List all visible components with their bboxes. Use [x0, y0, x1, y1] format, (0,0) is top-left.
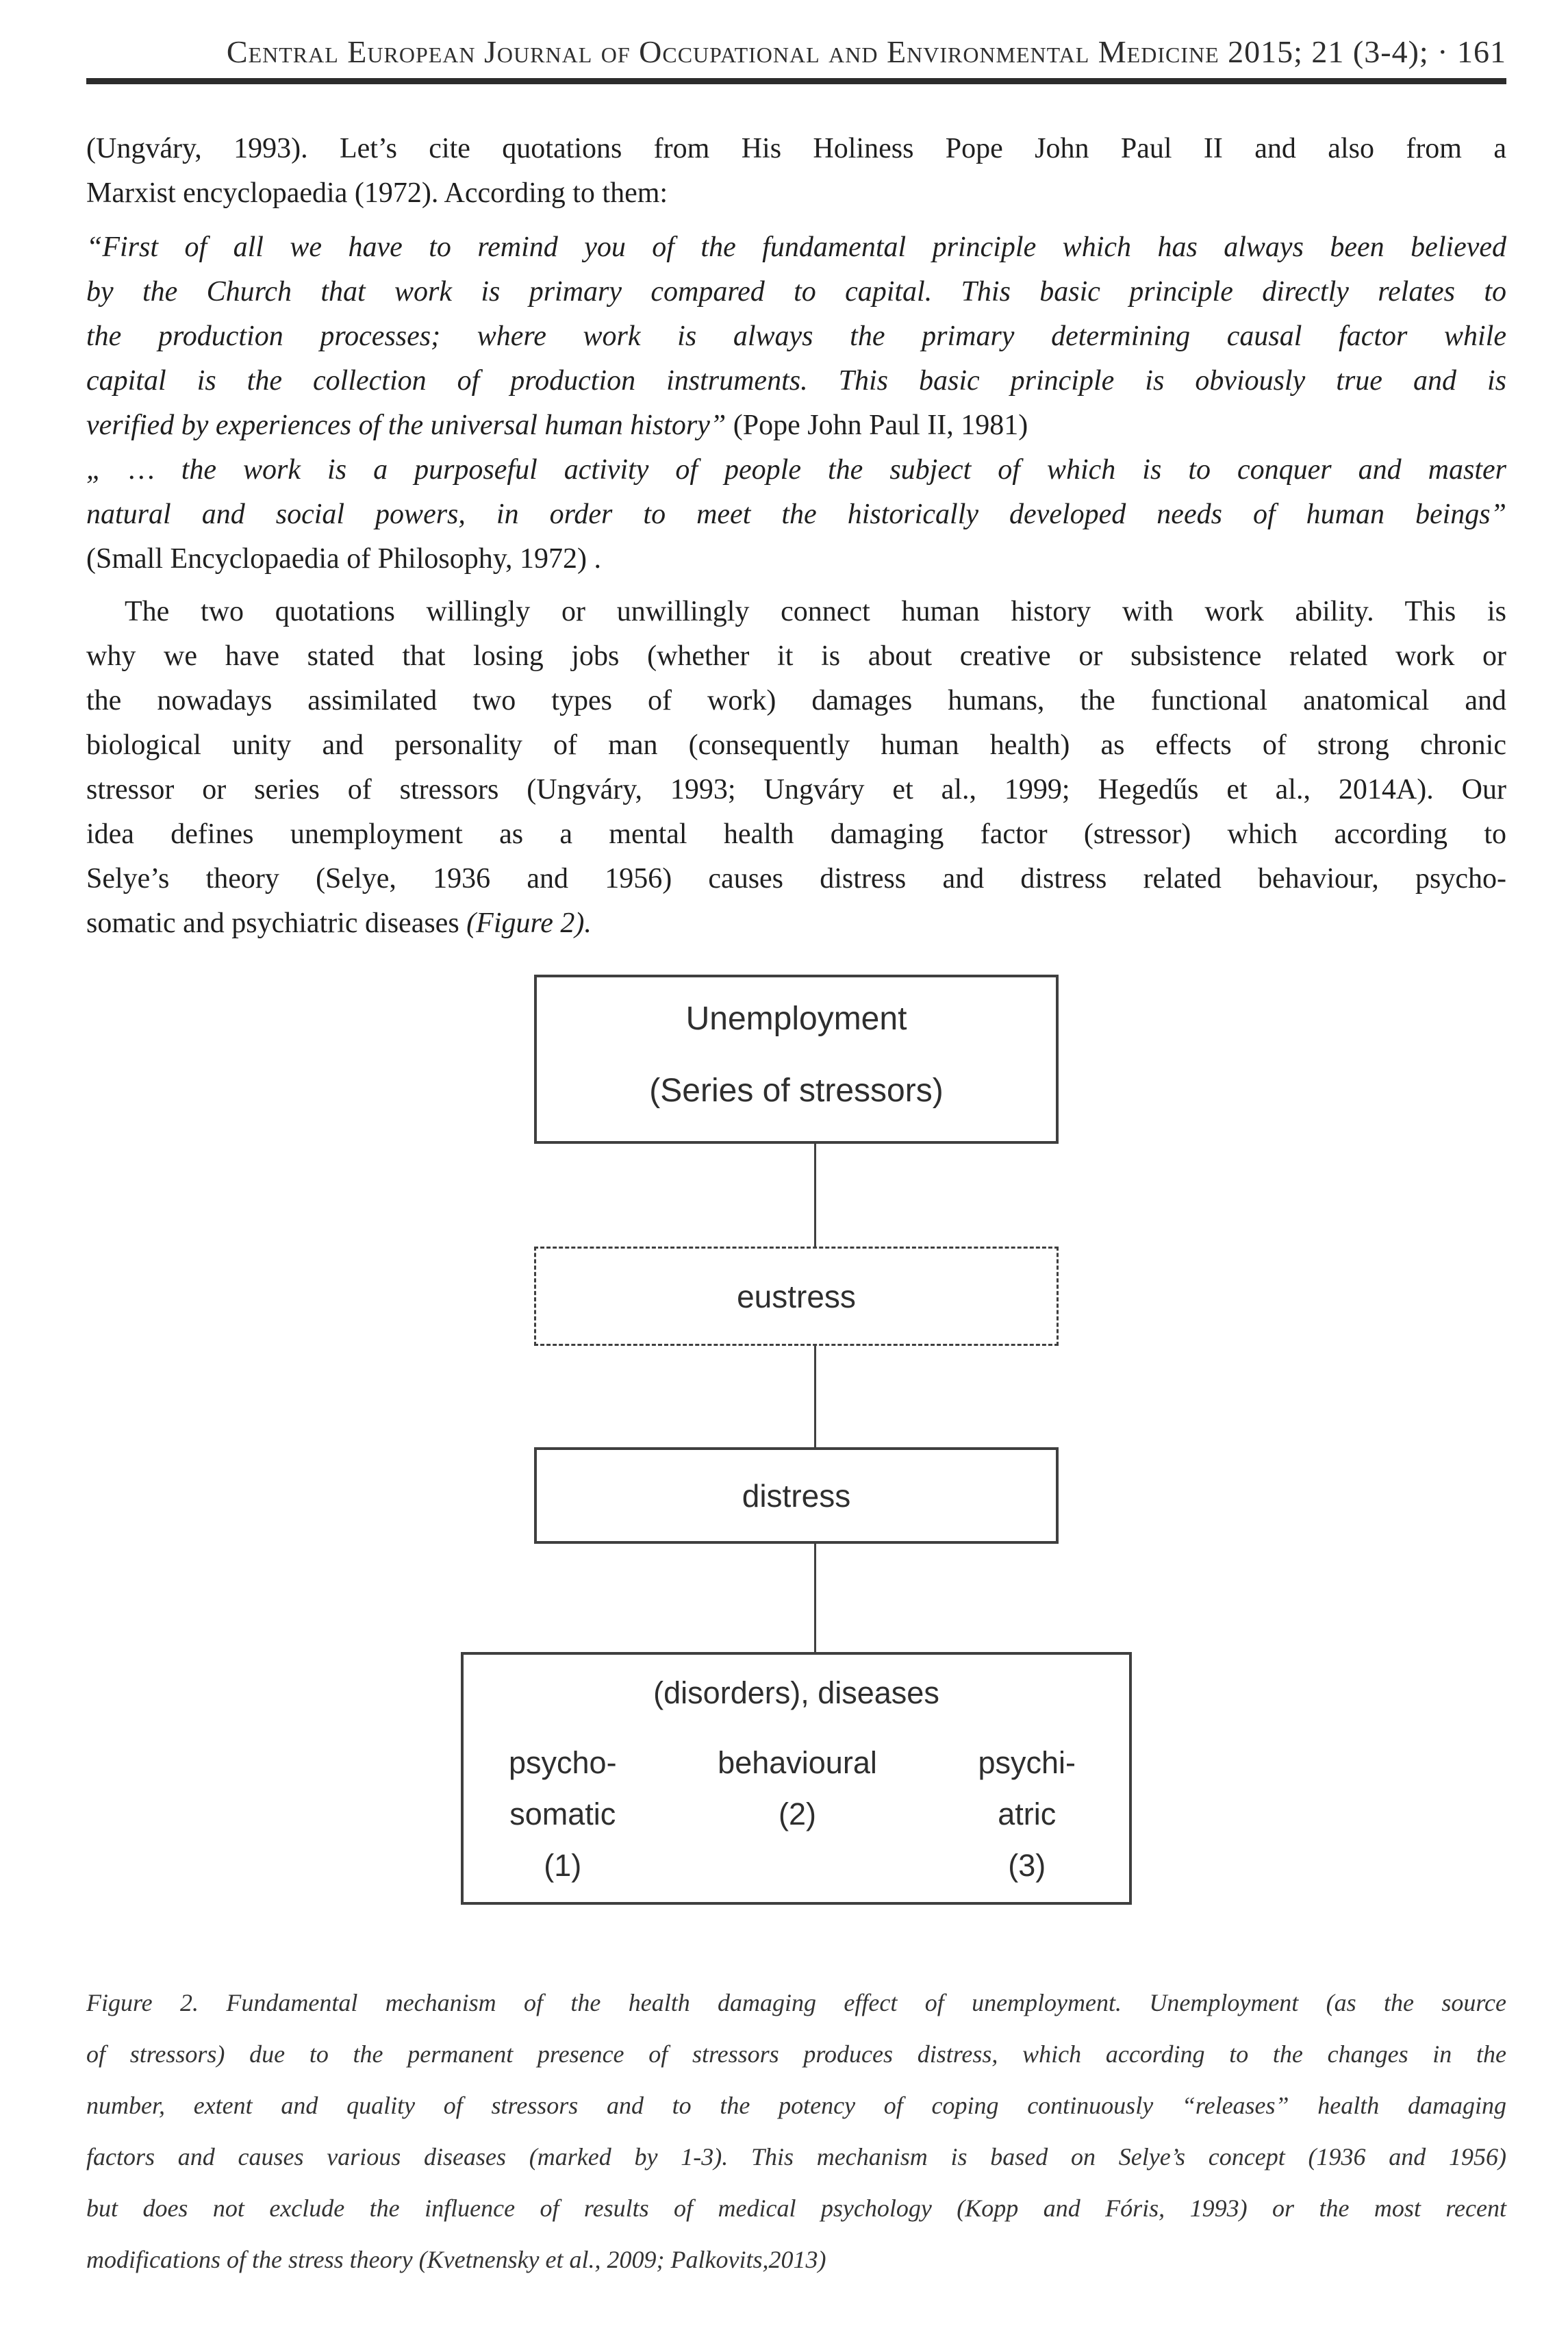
paragraph-line: why we have stated that losing jobs (whether it is about creative or subsistence related work or	[86, 640, 1506, 672]
eustress-box	[534, 1247, 1059, 1346]
quote-citation: (Small Encyclopaedia of Philosophy, 1972) .	[86, 543, 601, 575]
outcomes-box	[461, 1652, 1132, 1905]
caption-line: number, extent and quality of stressors and to the potency of coping continuously “releases” health damaging	[86, 2092, 1506, 2119]
caption-line: modifications of the stress theory (Kvetnensky et al., 2009; Palkovits,2013)	[86, 2246, 826, 2273]
caption-line: factors and causes various diseases (marked by 1-3). This mechanism is based on Selye’s concept (1936 and 1956)	[86, 2143, 1506, 2170]
outcomes-columns	[464, 1737, 1129, 1891]
outcome-number: (3)	[1008, 1848, 1046, 1883]
eustress-label: eustress	[737, 1278, 856, 1314]
caption-line: Figure 2. Fundamental mechanism of the health damaging effect of unemployment. Unemployment (as the source	[86, 1989, 1506, 2016]
outcome-label: psycho-	[509, 1745, 617, 1780]
quote-line: capital is the collection of production instruments. This basic principle is obviously true and is	[86, 365, 1506, 397]
quote-line: “First of all we have to remind you of the fundamental principle which has always been believed	[86, 232, 1506, 263]
outcomes-box-title: (disorders), diseases	[653, 1675, 939, 1710]
paragraph-line: (Ungváry, 1993). Let’s cite quotations from His Holiness Pope John Paul II and also from a	[86, 133, 1506, 164]
figure-reference: (Figure 2).	[466, 908, 592, 939]
quote-line: by the Church that work is primary compared to capital. This basic principle directly relates to	[86, 276, 1506, 308]
paragraph-line: Marxist encyclopaedia (1972). According to them:	[86, 177, 668, 209]
outcome-label: somatic	[509, 1797, 616, 1831]
paragraph-last-line	[86, 901, 1506, 946]
paragraph-line: The two quotations willingly or unwillingly connect human history with work ability. This is	[125, 596, 1506, 627]
text-column	[86, 0, 1506, 2286]
outcome-psychosomatic	[509, 1737, 617, 1891]
intro-paragraph	[86, 127, 1506, 216]
distress-label: distress	[742, 1477, 851, 1514]
quote-line: „ … the work is a purposeful activity of people the subject of which is to conquer and master	[86, 454, 1506, 486]
unemployment-box-title: Unemployment	[685, 1001, 907, 1037]
quote-citation: (Pope John Paul II, 1981)	[726, 410, 1028, 441]
quote-end-text: verified by experiences of the universal human history”	[86, 410, 726, 441]
quote-line: natural and social powers, in order to meet the historically developed needs of human beings”	[86, 499, 1506, 530]
body-paragraph	[86, 590, 1506, 946]
caption-line: but does not exclude the influence of results of medical psychology (Kopp and Fóris, 1993) or the most recent	[86, 2194, 1506, 2222]
connector-line-3	[814, 1544, 816, 1652]
header-rule	[86, 78, 1506, 84]
quote-line: the production processes; where work is always the primary determining causal factor while	[86, 321, 1506, 352]
unemployment-box-subtitle: (Series of stressors)	[649, 1073, 944, 1109]
distress-box	[534, 1447, 1059, 1544]
outcome-label: atric	[998, 1797, 1057, 1831]
quote-last-line	[86, 403, 1506, 448]
figure-caption	[86, 1977, 1506, 2286]
outcome-label: psychi-	[978, 1745, 1076, 1780]
outcome-number: (2)	[779, 1797, 816, 1831]
outcome-label: behavioural	[718, 1745, 877, 1780]
paragraph-line: biological unity and personality of man (consequently human health) as effects of strong chronic	[86, 729, 1506, 761]
paragraph-line: the nowadays assimilated two types of work) damages humans, the functional anatomical and	[86, 685, 1506, 716]
outcome-behavioural	[718, 1737, 877, 1891]
caption-line: of stressors) due to the permanent presence of stressors produces distress, which according to the changes in the	[86, 2040, 1506, 2068]
paragraph-end-text: somatic and psychiatric diseases	[86, 908, 467, 939]
unemployment-box	[534, 975, 1059, 1144]
paragraph-line: idea defines unemployment as a mental health damaging factor (stressor) which according to	[86, 818, 1506, 850]
flow-diagram	[86, 975, 1506, 1905]
paragraph-line: stressor or series of stressors (Ungváry, 1993; Ungváry et al., 1999; Hegedűs et al., 2014A). Our	[86, 774, 1506, 805]
journal-header: Central European Journal of Occupational and Environmental Medicine 2015; 21 (3-4); · 161	[226, 34, 1506, 69]
quote-block-encyclopaedia	[86, 448, 1506, 581]
outcome-psychiatric	[978, 1737, 1076, 1891]
quote-block-pope	[86, 225, 1506, 448]
connector-line-1	[814, 1144, 816, 1247]
paragraph-line: Selye’s theory (Selye, 1936 and 1956) causes distress and distress related behaviour, psycho-	[86, 863, 1506, 894]
connector-line-2	[814, 1346, 816, 1447]
outcome-number: (1)	[544, 1848, 582, 1883]
